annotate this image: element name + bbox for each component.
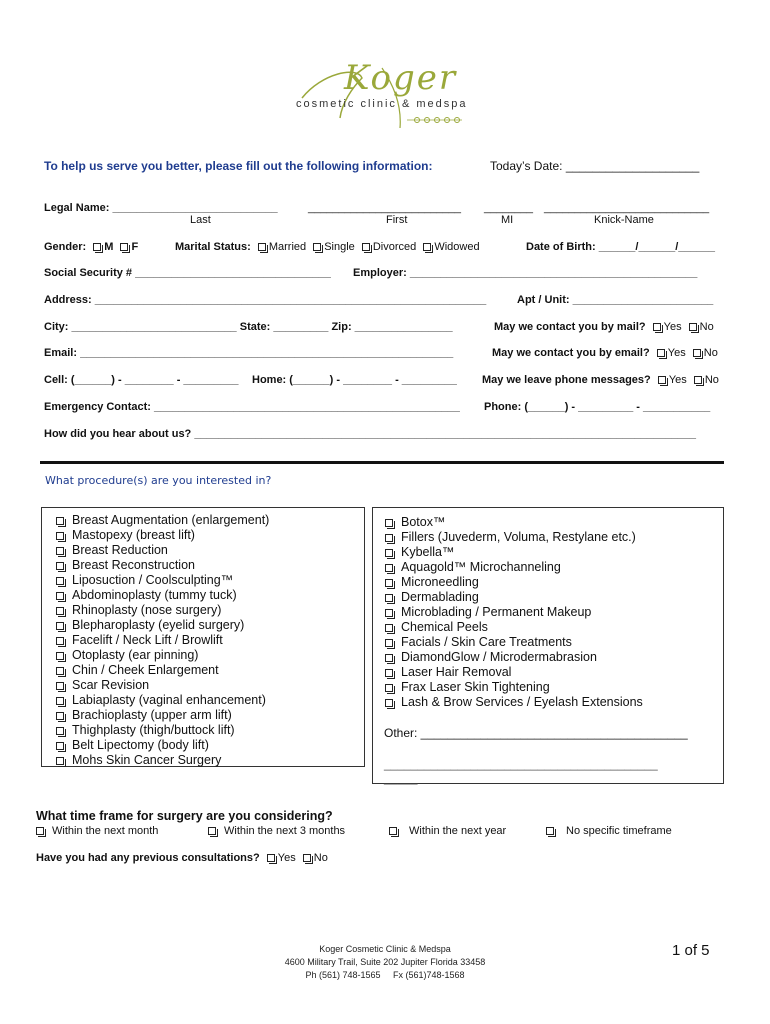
procedure-label: Scar Revision: [72, 678, 150, 692]
contact-email-label: May we contact you by email?: [492, 347, 650, 359]
list-item[interactable]: [56, 558, 269, 573]
procedure-label: Brachioplasty (upper arm lift): [72, 708, 232, 722]
dob-field[interactable]: Date of Birth: ______/______/______: [526, 241, 715, 253]
gender-f-label: F: [131, 241, 139, 253]
checkbox-icon[interactable]: [56, 532, 64, 540]
checkbox-icon[interactable]: [56, 622, 64, 630]
checkbox-icon[interactable]: [385, 609, 393, 617]
procedure-label: Abdominoplasty (tummy tuck): [72, 588, 237, 602]
list-item[interactable]: [385, 590, 643, 605]
section-divider: [40, 461, 724, 464]
gender-row: [44, 241, 138, 253]
service-label: Laser Hair Removal: [401, 665, 512, 679]
list-item[interactable]: [385, 680, 643, 695]
list-item[interactable]: [385, 635, 643, 650]
list-item[interactable]: [56, 573, 269, 588]
service-label: Lash & Brow Services / Eyelash Extensions: [401, 695, 643, 709]
checkbox-icon[interactable]: [56, 562, 64, 570]
list-item[interactable]: [56, 648, 269, 663]
other-procedure-field[interactable]: Other: ________________________________________: [384, 726, 688, 740]
procedure-label: Mohs Skin Cancer Surgery: [72, 753, 222, 767]
checkbox-icon[interactable]: [385, 639, 393, 647]
service-label: Microblading / Permanent Makeup: [401, 605, 592, 619]
legal-name-field[interactable]: Legal Name: ___________________________: [44, 202, 278, 214]
timeframe-label: Within the next year: [409, 825, 507, 837]
gender-f-checkbox[interactable]: [120, 243, 128, 251]
procedure-label: Breast Reduction: [72, 543, 168, 557]
timeframe-option-3months[interactable]: [208, 825, 345, 837]
knick-name-field[interactable]: ___________________________: [544, 202, 710, 214]
checkbox-icon[interactable]: [385, 654, 393, 662]
checkbox-icon[interactable]: [56, 652, 64, 660]
checkbox-icon[interactable]: [546, 827, 554, 835]
timeframe-option-none[interactable]: [546, 825, 672, 837]
clinic-address-footer: [260, 943, 510, 982]
timeframe-option-month[interactable]: [36, 825, 158, 837]
gender-label: Gender:: [44, 241, 87, 253]
checkbox-icon[interactable]: [385, 669, 393, 677]
consultations-question: Have you had any previous consultations?: [36, 852, 260, 864]
timeframe-label: No specific timeframe: [566, 825, 672, 837]
single-checkbox[interactable]: [313, 243, 321, 251]
city-state-zip-field[interactable]: City: ___________________________ State: _________ Zip: ________________: [44, 321, 453, 333]
checkbox-icon[interactable]: [389, 827, 397, 835]
page-number: 1 of 5: [672, 942, 710, 959]
knick-caption: Knick-Name: [594, 214, 654, 226]
divorced-label: Divorced: [372, 241, 417, 253]
other-procedure-line-2[interactable]: _________________________________________: [384, 757, 658, 771]
checkbox-icon[interactable]: [385, 624, 393, 632]
emergency-contact-field[interactable]: Emergency Contact: __________________________________________________: [44, 401, 460, 413]
procedure-label: Breast Augmentation (enlargement): [72, 513, 270, 527]
footer-address: 4600 Military Trail, Suite 202 Jupiter Florida 33458: [284, 957, 486, 967]
list-item[interactable]: [56, 603, 269, 618]
list-item[interactable]: [56, 513, 269, 528]
service-label: Microneedling: [401, 575, 479, 589]
service-label: Botox™: [401, 515, 446, 529]
list-item[interactable]: [56, 678, 269, 693]
list-item[interactable]: [385, 575, 643, 590]
timeframe-option-year[interactable]: [389, 825, 506, 837]
email-yes-checkbox[interactable]: [657, 349, 665, 357]
list-item[interactable]: [385, 515, 643, 530]
timeframe-label: Within the next month: [52, 825, 159, 837]
checkbox-icon[interactable]: [56, 607, 64, 615]
checkbox-icon[interactable]: [36, 827, 44, 835]
list-item[interactable]: [385, 530, 643, 545]
list-item[interactable]: [56, 528, 269, 543]
messages-no-checkbox[interactable]: [694, 376, 702, 384]
consult-no-label: No: [313, 852, 328, 864]
mi-field[interactable]: ________: [484, 202, 533, 214]
other-procedure-line-3[interactable]: _____: [384, 771, 418, 785]
contact-mail-row: [494, 321, 714, 333]
widowed-checkbox[interactable]: [423, 243, 431, 251]
aesthetic-services-list: [385, 515, 643, 710]
checkbox-icon[interactable]: [385, 534, 393, 542]
list-item[interactable]: [56, 738, 269, 753]
address-field[interactable]: Address: ________________________________________________________________: [44, 294, 487, 306]
procedures-heading: What procedure(s) are you interested in?: [45, 474, 272, 487]
procedure-label: Thighplasty (thigh/buttock lift): [72, 723, 235, 737]
todays-date-field[interactable]: Today’s Date: ____________________: [490, 159, 700, 173]
checkbox-icon[interactable]: [56, 667, 64, 675]
surgical-procedures-list: [56, 513, 269, 768]
last-caption: Last: [190, 214, 211, 226]
ssn-field[interactable]: Social Security # ________________________________: [44, 267, 331, 279]
procedure-label: Otoplasty (ear pinning): [72, 648, 199, 662]
list-item[interactable]: [385, 560, 643, 575]
emergency-phone-field[interactable]: Phone: (______) - _________ - ___________: [484, 401, 711, 413]
email-field[interactable]: Email: _____________________________________________________________: [44, 347, 454, 359]
list-item[interactable]: [385, 545, 643, 560]
email-yes-label: Yes: [667, 347, 686, 359]
widowed-label: Widowed: [434, 241, 480, 253]
list-item[interactable]: [385, 605, 643, 620]
consult-yes-label: Yes: [277, 852, 296, 864]
service-label: Chemical Peels: [401, 620, 488, 634]
list-item[interactable]: [56, 663, 269, 678]
service-label: Frax Laser Skin Tightening: [401, 680, 550, 694]
checkbox-icon[interactable]: [385, 579, 393, 587]
list-item[interactable]: [56, 618, 269, 633]
checkbox-icon[interactable]: [385, 519, 393, 527]
mail-no-label: No: [699, 321, 714, 333]
checkbox-icon[interactable]: [208, 827, 216, 835]
checkbox-icon[interactable]: [56, 577, 64, 585]
gender-m-checkbox[interactable]: [93, 243, 101, 251]
messages-yes-checkbox[interactable]: [658, 376, 666, 384]
mail-yes-label: Yes: [663, 321, 682, 333]
service-label: Dermablading: [401, 590, 479, 604]
checkbox-icon[interactable]: [56, 757, 64, 765]
cell-phone-field[interactable]: Cell: (______) - ________ - _________: [44, 374, 239, 386]
messages-yes-label: Yes: [668, 374, 687, 386]
checkbox-icon[interactable]: [56, 682, 64, 690]
service-label: Aquagold™ Microchanneling: [401, 560, 561, 574]
phone-messages-label: May we leave phone messages?: [482, 374, 651, 386]
gender-m-label: M: [104, 241, 114, 253]
procedure-label: Breast Reconstruction: [72, 558, 195, 572]
email-no-checkbox[interactable]: [693, 349, 701, 357]
timeframe-label: Within the next 3 months: [224, 825, 346, 837]
checkbox-icon[interactable]: [56, 712, 64, 720]
contact-mail-label: May we contact you by mail?: [494, 321, 646, 333]
marital-label: Marital Status:: [175, 241, 251, 253]
procedure-label: Facelift / Neck Lift / Browlift: [72, 633, 223, 647]
procedure-label: Mastopexy (breast lift): [72, 528, 195, 542]
consultations-row: [36, 852, 328, 864]
contact-email-row: [492, 347, 718, 359]
logo-tagline: cosmetic clinic & medspa: [296, 98, 468, 110]
list-item[interactable]: [56, 723, 269, 738]
procedure-label: Blepharoplasty (eyelid surgery): [72, 618, 245, 632]
mi-caption: MI: [501, 214, 514, 226]
first-name-field[interactable]: _________________________: [308, 202, 461, 214]
procedure-label: Belt Lipectomy (body lift): [72, 738, 209, 752]
list-item[interactable]: [385, 650, 643, 665]
footer-phone-fax: Ph (561) 748-1565 Fx (561)748-1568: [305, 970, 465, 980]
consult-yes-checkbox[interactable]: [267, 854, 275, 862]
marital-row: [175, 241, 480, 253]
logo-script: Koger: [344, 58, 458, 98]
messages-no-label: No: [704, 374, 719, 386]
checkbox-icon[interactable]: [56, 592, 64, 600]
service-label: Facials / Skin Care Treatments: [401, 635, 572, 649]
single-label: Single: [324, 241, 355, 253]
consult-no-checkbox[interactable]: [303, 854, 311, 862]
checkbox-icon[interactable]: [385, 594, 393, 602]
service-label: Fillers (Juvederm, Voluma, Restylane etc.): [401, 530, 636, 544]
intro-text: To help us serve you better, please fill out the following information:: [44, 159, 433, 173]
procedure-label: Chin / Cheek Enlargement: [72, 663, 219, 677]
divorced-checkbox[interactable]: [362, 243, 370, 251]
married-label: Married: [268, 241, 307, 253]
list-item[interactable]: [56, 708, 269, 723]
first-caption: First: [386, 214, 408, 226]
married-checkbox[interactable]: [258, 243, 266, 251]
checkbox-icon[interactable]: [56, 517, 64, 525]
home-phone-field[interactable]: Home: (______) - ________ - _________: [252, 374, 457, 386]
checkbox-icon[interactable]: [56, 697, 64, 705]
list-item[interactable]: [385, 695, 643, 710]
timeframe-question: What time frame for surgery are you considering?: [36, 809, 333, 823]
checkbox-icon[interactable]: [385, 564, 393, 572]
checkbox-icon[interactable]: [385, 699, 393, 707]
phone-messages-row: [482, 374, 719, 386]
list-item[interactable]: [56, 543, 269, 558]
list-item[interactable]: [56, 633, 269, 648]
checkbox-icon[interactable]: [56, 742, 64, 750]
service-label: Kybella™: [401, 545, 455, 559]
employer-field[interactable]: Employer: _______________________________________________: [353, 267, 698, 279]
footer-clinic-name: Koger Cosmetic Clinic & Medspa: [319, 944, 451, 954]
procedure-label: Rhinoplasty (nose surgery): [72, 603, 222, 617]
mail-yes-checkbox[interactable]: [653, 323, 661, 331]
list-item[interactable]: [56, 588, 269, 603]
procedure-label: Liposuction / Coolsculpting™: [72, 573, 234, 587]
email-no-label: No: [703, 347, 718, 359]
list-item[interactable]: [56, 693, 269, 708]
referral-source-field[interactable]: How did you hear about us? __________________________________________________________________________________: [44, 428, 696, 440]
list-item[interactable]: [385, 665, 643, 680]
checkbox-icon[interactable]: [385, 684, 393, 692]
apt-field[interactable]: Apt / Unit: _______________________: [517, 294, 714, 306]
list-item[interactable]: [385, 620, 643, 635]
mail-no-checkbox[interactable]: [689, 323, 697, 331]
checkbox-icon[interactable]: [56, 727, 64, 735]
checkbox-icon[interactable]: [56, 547, 64, 555]
procedure-label: Labiaplasty (vaginal enhancement): [72, 693, 266, 707]
list-item[interactable]: [56, 753, 269, 768]
clinic-logo: [282, 58, 482, 133]
service-label: DiamondGlow / Microdermabrasion: [401, 650, 597, 664]
checkbox-icon[interactable]: [385, 549, 393, 557]
checkbox-icon[interactable]: [56, 637, 64, 645]
